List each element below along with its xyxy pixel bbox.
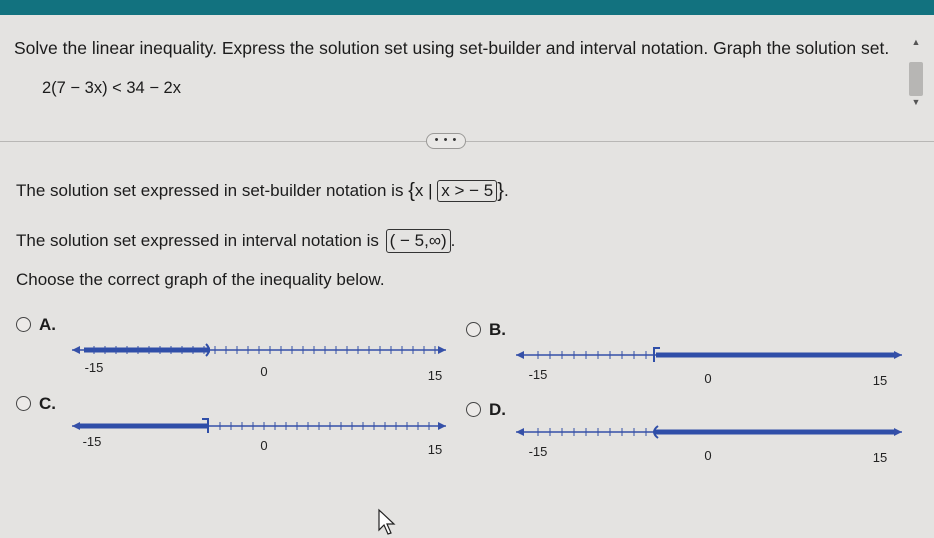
option-d-right-arrow (894, 428, 902, 436)
option-d-label: D. (489, 400, 506, 419)
option-d-radio[interactable] (466, 402, 481, 417)
option-a-tick-zero: 0 (260, 364, 268, 379)
option-c-radio[interactable] (16, 396, 31, 411)
option-d-left-arrow (516, 428, 524, 436)
question-prompt: Solve the linear inequality. Express the solution set using set-builder and interval notation. Graph the solution set. (14, 38, 890, 58)
option-b-label: B. (489, 320, 506, 339)
scroll-thumb[interactable] (909, 62, 923, 96)
more-button[interactable]: • • • (426, 133, 466, 149)
open-brace: { (408, 180, 415, 202)
option-c-tick-right: 15 (427, 442, 443, 457)
option-a-left-arrow (72, 346, 80, 354)
option-b[interactable] (466, 320, 506, 340)
option-d-tick-zero: 0 (704, 448, 712, 463)
option-a-right-arrow (438, 346, 446, 354)
option-b-graph (514, 341, 909, 391)
interval-answer[interactable]: ( − 5,∞) (386, 229, 451, 253)
option-c-right-arrow (438, 422, 446, 430)
scroll-down-icon[interactable]: ▼ (911, 97, 921, 107)
option-d-graph (514, 418, 909, 468)
set-builder-prefix: The solution set expressed in set-builder notation is (16, 181, 404, 200)
set-bar: | (428, 181, 433, 200)
option-b-radio[interactable] (466, 322, 481, 337)
option-a-tick-left: -15 (84, 360, 104, 375)
option-a-graph (70, 336, 460, 386)
mouse-cursor-icon (377, 508, 399, 538)
option-b-tick-zero: 0 (704, 371, 712, 386)
option-b-right-arrow (894, 351, 902, 359)
set-builder-line: The solution set expressed in set-builder notation is {x | x > − 5 }. (16, 180, 509, 202)
option-a[interactable] (16, 315, 56, 335)
interval-prefix: The solution set expressed in interval notation is (16, 231, 379, 250)
option-d[interactable] (466, 400, 506, 420)
option-d-tick-left: -15 (528, 444, 548, 459)
option-b-left-arrow (516, 351, 524, 359)
top-accent-bar (0, 0, 934, 16)
graph-prompt: Choose the correct graph of the inequality below. (16, 270, 385, 289)
option-c-label: C. (39, 394, 56, 413)
option-c-left-arrow (72, 422, 80, 430)
set-builder-answer[interactable]: x > − 5 (437, 180, 497, 202)
inequality-equation: 2(7 − 3x) < 34 − 2x (42, 79, 181, 97)
option-c-tick-left: -15 (82, 434, 102, 449)
close-brace: } (497, 180, 504, 202)
option-c[interactable] (16, 394, 56, 414)
scroll-up-icon[interactable]: ▲ (911, 37, 921, 47)
option-a-tick-right: 15 (427, 368, 443, 383)
option-a-label: A. (39, 315, 56, 334)
option-d-tick-right: 15 (872, 450, 888, 465)
set-builder-var: x (414, 181, 424, 200)
option-c-graph (70, 412, 460, 462)
option-b-tick-left: -15 (528, 367, 548, 382)
divider (0, 141, 934, 142)
option-b-tick-right: 15 (872, 373, 888, 388)
interval-line: The solution set expressed in interval notation is ( − 5,∞) . (16, 229, 455, 253)
option-a-radio[interactable] (16, 317, 31, 332)
scrollbar[interactable] (906, 36, 926, 122)
option-c-tick-zero: 0 (260, 438, 268, 453)
